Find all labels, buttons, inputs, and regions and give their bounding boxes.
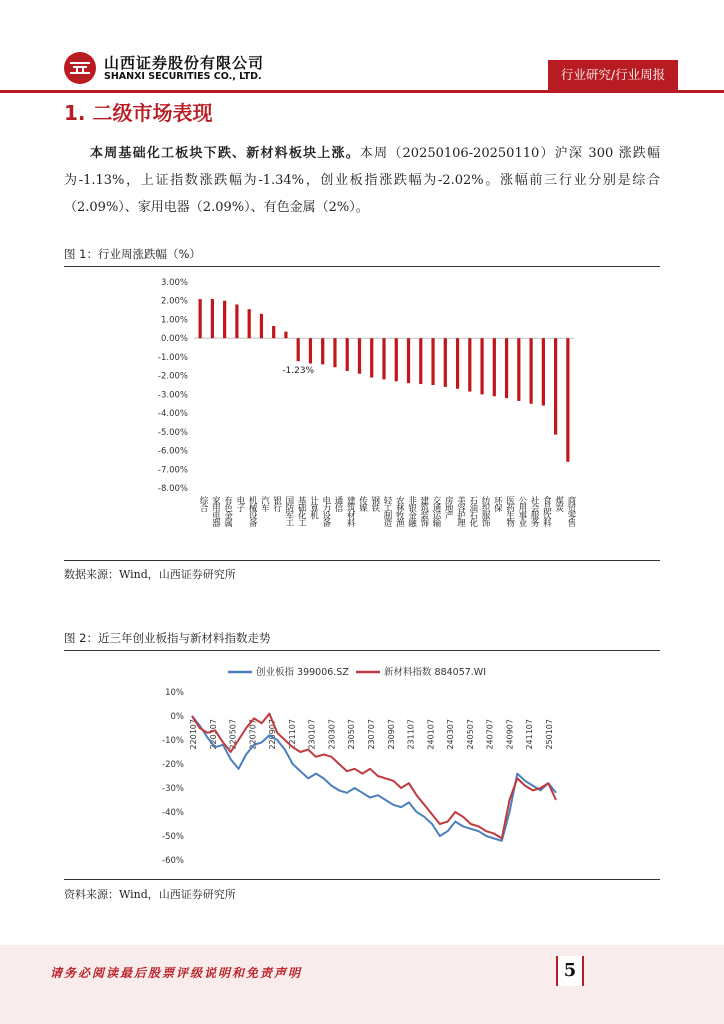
y-tick-label: -40% xyxy=(162,808,184,818)
x-tick-label: 230507 xyxy=(347,719,357,750)
bar-汽车 xyxy=(260,314,263,338)
bar-传媒 xyxy=(358,338,361,374)
summary-body: 本周（20250106-20250110）沪深 300 涨跌幅为-1.13%，上证指数涨跌幅为-1.34%，创业板指涨跌幅为-2.02%。涨幅前三行业分别是综合（2.09%）、家用电器（2.09%）、有色金属（2%）。 xyxy=(64,146,660,215)
y-tick-label: -2.00% xyxy=(157,371,188,382)
bar-国防军工 xyxy=(284,332,287,339)
y-tick-label: -4.00% xyxy=(157,409,188,420)
industry-bar-chart xyxy=(64,270,660,560)
x-tick-label: 250107 xyxy=(545,719,554,750)
y-tick-label: 3.00% xyxy=(160,278,188,288)
bar-钢铁 xyxy=(370,338,373,377)
category-label: 电子 xyxy=(234,496,245,511)
y-tick-label: 2.00% xyxy=(160,296,188,307)
category-label: 建筑装饰 xyxy=(418,496,429,526)
category-label: 家用电器 xyxy=(210,496,221,526)
x-tick-label: 240707 xyxy=(485,719,495,750)
category-label: 社会服务 xyxy=(529,496,540,526)
bar-公用事业 xyxy=(517,338,520,401)
category-label: 机械设备 xyxy=(247,496,258,526)
y-tick-label: -6.00% xyxy=(157,446,188,457)
x-tick-label: 240507 xyxy=(465,719,475,750)
figure2-bottom-rule xyxy=(64,879,660,880)
bar-社会服务 xyxy=(529,338,532,404)
y-tick-label: -10% xyxy=(162,736,184,746)
x-tick-label: 231107 xyxy=(406,719,416,750)
x-tick-label: 241107 xyxy=(525,719,535,750)
bar-基础化工 xyxy=(297,338,300,361)
y-tick-label: -30% xyxy=(162,784,184,794)
category-label: 石油石化 xyxy=(467,496,478,526)
logo-mark-icon xyxy=(70,60,90,76)
category-label: 交通运输 xyxy=(431,496,442,526)
company-name-cn: 山西证券股份有限公司 xyxy=(104,54,265,72)
summary-paragraph xyxy=(64,140,660,221)
category-label: 商贸零售 xyxy=(565,496,576,526)
x-tick-label: 220307 xyxy=(208,719,218,750)
summary-lead: 本周基础化工板块下跌、新材料板块上涨。 xyxy=(90,146,360,161)
category-label: 通信 xyxy=(332,496,343,511)
report-category: 行业研究/行业周报 xyxy=(548,60,678,90)
index-line-chart xyxy=(64,654,660,878)
legend-label: 创业板指 399006.SZ xyxy=(256,667,349,678)
category-label: 电力设备 xyxy=(320,496,331,526)
bar-建筑装饰 xyxy=(419,338,422,384)
figure1-title: 图 1：行业周涨跌幅（%） xyxy=(64,247,201,261)
bar-通信 xyxy=(333,338,336,367)
company-name-en: SHANXI SECURITIES CO., LTD. xyxy=(104,71,262,82)
y-tick-label: 10% xyxy=(165,688,184,698)
bar-煤炭 xyxy=(554,338,557,434)
footer-band xyxy=(0,945,724,1024)
bar-机械设备 xyxy=(248,309,251,338)
bar-银行 xyxy=(272,326,275,338)
bar-有色金属 xyxy=(223,301,226,338)
figure2-source: 资料来源：Wind，山西证券研究所 xyxy=(64,888,236,901)
bar-家用电器 xyxy=(211,299,214,338)
bar-annotation: -1.23% xyxy=(282,366,315,377)
bar-商贸零售 xyxy=(566,338,569,462)
category-label: 汽车 xyxy=(259,496,270,511)
category-label: 计算机 xyxy=(308,496,319,519)
x-tick-label: 220707 xyxy=(248,719,258,750)
x-tick-label: 220907 xyxy=(268,719,278,750)
category-label: 传媒 xyxy=(357,496,368,511)
category-label: 基础化工 xyxy=(296,496,307,526)
footer-disclaimer: 请务必阅读最后股票评级说明和免责声明 xyxy=(50,966,303,980)
figure1-source: 数据来源：Wind，山西证券研究所 xyxy=(64,568,236,581)
section-title: 1. 二级市场表现 xyxy=(64,101,213,125)
bar-电力设备 xyxy=(321,338,324,364)
x-tick-label: 221107 xyxy=(287,719,297,750)
x-tick-label: 220107 xyxy=(189,719,198,750)
header-divider xyxy=(0,90,724,93)
figure1-top-rule xyxy=(64,266,660,267)
legend-label: 新材料指数 884057.WI xyxy=(384,667,486,678)
category-label: 环保 xyxy=(492,496,503,511)
page-number: 5 xyxy=(556,956,584,986)
bar-石油石化 xyxy=(468,338,471,391)
bar-房地产 xyxy=(444,338,447,387)
category-label: 美容护理 xyxy=(455,496,466,526)
category-label: 公用事业 xyxy=(516,496,527,526)
bar-医药生物 xyxy=(505,338,508,398)
category-label: 有色金属 xyxy=(222,496,233,526)
y-tick-label: 0% xyxy=(170,712,184,722)
category-label: 食品饮料 xyxy=(541,496,552,526)
x-tick-label: 220507 xyxy=(228,719,238,750)
y-tick-label: -8.00% xyxy=(157,484,188,494)
bar-交通运输 xyxy=(431,338,434,385)
bar-轻工制造 xyxy=(382,338,385,379)
category-label: 轻工制造 xyxy=(382,496,392,526)
x-tick-label: 240307 xyxy=(446,719,456,750)
figure2-title: 图 2：近三年创业板指与新材料指数走势 xyxy=(64,631,271,645)
bar-农林牧渔 xyxy=(395,338,398,381)
bar-纺织服饰 xyxy=(480,338,483,394)
x-tick-label: 240907 xyxy=(505,719,515,750)
y-tick-label: -7.00% xyxy=(157,465,188,476)
category-label: 建筑材料 xyxy=(345,496,356,526)
category-label: 综合 xyxy=(198,496,209,511)
category-label: 非银金融 xyxy=(406,496,417,526)
y-tick-label: -5.00% xyxy=(157,427,188,438)
bar-美容护理 xyxy=(456,338,459,389)
category-label: 钢铁 xyxy=(369,496,380,511)
bar-电子 xyxy=(235,304,238,338)
bar-建筑材料 xyxy=(346,338,349,371)
bar-食品饮料 xyxy=(542,338,545,405)
x-tick-label: 230107 xyxy=(307,719,317,750)
x-tick-label: 230707 xyxy=(367,719,376,750)
figure2-top-rule xyxy=(64,650,660,651)
bar-环保 xyxy=(493,338,496,396)
y-tick-label: -3.00% xyxy=(157,390,188,401)
x-tick-label: 240107 xyxy=(426,719,436,750)
bar-综合 xyxy=(199,299,202,338)
y-tick-label: -50% xyxy=(162,832,184,842)
y-tick-label: 0.00% xyxy=(160,334,188,345)
x-tick-label: 230307 xyxy=(327,719,337,750)
bar-计算机 xyxy=(309,338,312,363)
y-tick-label: -1.00% xyxy=(157,352,188,363)
y-tick-label: -20% xyxy=(162,760,184,770)
category-label: 煤炭 xyxy=(553,496,564,511)
figure1-bottom-rule xyxy=(64,560,660,561)
category-label: 房地产 xyxy=(443,496,454,519)
y-tick-label: 1.00% xyxy=(160,315,188,326)
x-tick-label: 230907 xyxy=(386,719,396,750)
category-label: 银行 xyxy=(271,496,282,511)
y-tick-label: -60% xyxy=(162,856,184,866)
category-label: 农林牧渔 xyxy=(394,496,405,526)
bar-非银金融 xyxy=(407,338,410,383)
category-label: 纺织服饰 xyxy=(480,496,491,526)
category-label: 医药生物 xyxy=(504,496,515,526)
category-label: 国防军工 xyxy=(283,496,294,526)
